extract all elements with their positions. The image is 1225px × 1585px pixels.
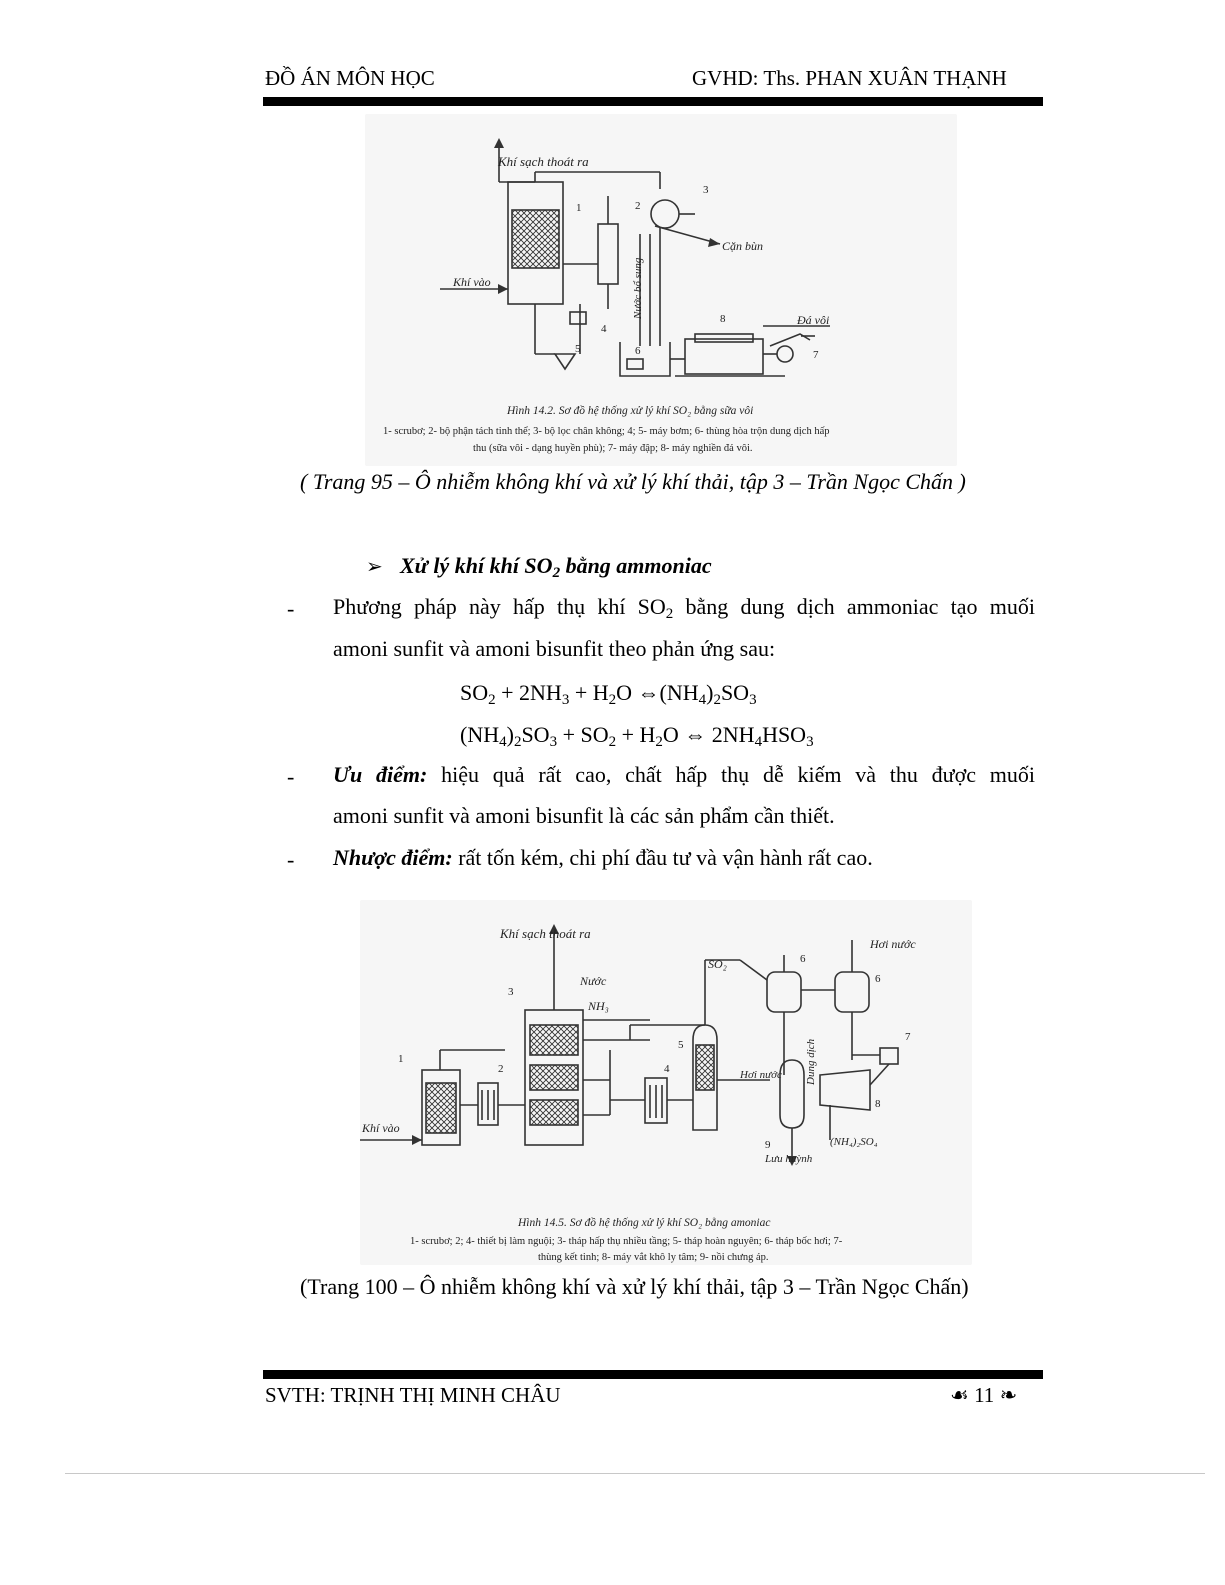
fig2-caption-line1: 1- scrubơ; 2; 4- thiết bị làm nguội; 3- tháp hấp thụ nhiều tầng; 5- tháp hoàn nguyên; 6- tháp bốc hơi; 7- [410,1236,843,1247]
fig1-num-8: 8 [720,313,726,325]
footer-page-number [950,1383,1017,1408]
section-title-b: bằng ammoniac [560,553,712,578]
fig1-label-clean-gas: Khí sạch thoát ra [498,154,589,169]
fig2-label-steam-top: Hơi nước [870,937,916,951]
ornament-right-icon: ❧ [999,1383,1018,1407]
ornament-left-icon: ☙ [950,1383,969,1407]
disadvantage-label: Nhược điểm: [333,845,453,870]
para1-line2: amoni sunfit và amoni bisunfit theo phản ứng sau: [333,636,776,661]
fig1-num-6: 6 [635,345,641,357]
fig1-num-5: 5 [575,343,581,355]
figure2-source: (Trang 100 – Ô nhiễm không khí và xử lý khí thải, tập 3 – Trần Ngọc Chấn) [300,1274,969,1299]
figure-ammonia-system-diagram [360,900,972,1265]
fig2-caption-line2: thùng kết tinh; 8- máy vắt khô ly tâm; 9- nồi chưng áp. [538,1252,769,1263]
disadvantage-dash: - [287,847,295,872]
advantage-line1: Ưu điểm: hiệu quả rất cao, chất hấp thụ dễ kiếm và thu được muối [333,762,1035,787]
fig2-caption-title: Hình 14.5. Sơ đồ hệ thống xử lý khí SO₂ bằng amoniac [518,1217,771,1229]
fig2-num-6a: 6 [800,953,806,965]
footer-rule [263,1370,1043,1379]
fig2-label-nh3: NH₃ [588,999,609,1013]
advantage-dash: - [287,764,295,789]
fig1-num-4: 4 [601,323,607,335]
figure-lime-scrubber [365,114,957,466]
equation-1: $SO_2 + 2NH_3 + H_2O$ $\Leftrightarrow(NH_4)_2SO_3$ [460,680,757,708]
figure-lime-scrubber-diagram [365,114,957,466]
header-left: ĐỒ ÁN MÔN HỌC [265,66,435,90]
para1-line1: Phương pháp này hấp thụ khí $SO_2$ bằng dung dịch ammoniac tạo muối [333,594,1035,622]
fig1-num-2: 2 [635,200,641,212]
fig2-label-gas-in: Khí vào [362,1121,400,1135]
page-bottom-divider [65,1473,1205,1474]
fig1-label-sludge: Cặn bùn [722,239,764,253]
disadvantage-line: Nhược điểm: rất tốn kém, chi phí đầu tư và vận hành rất cao. [333,845,873,870]
fig2-label-sulfur: Lưu huỳnh [765,1153,813,1165]
section-bullet: ➢ [366,556,383,578]
fig2-num-3: 3 [508,986,514,998]
fig1-caption-line2: thu (sữa vôi - dạng huyền phù); 7- máy đập; 8- máy nghiền đá vôi. [473,443,753,454]
fig2-num-6b: 6 [875,973,881,985]
fig1-num-7: 7 [813,349,819,361]
section-title-sub: 2 [552,565,561,581]
fig1-label-makeup-water: Nước bổ sung [632,257,644,319]
fig1-caption-title: Hình 14.2. Sơ đồ hệ thống xử lý khí SO₂ bằng sữa vôi [507,405,754,417]
header-rule [263,97,1043,106]
fig2-num-2: 2 [498,1063,504,1075]
fig1-num-1: 1 [576,202,582,214]
fig1-label-gas-in: Khí vào [453,275,491,289]
fig2-label-water: Nước [580,974,607,988]
fig2-num-4: 4 [664,1063,670,1075]
fig1-num-3: 3 [703,184,709,196]
equation-2: $(NH_4)_2SO_3 + SO_2 + H_2O$ ⇔ $2NH_4HSO_3$ [460,722,814,750]
figure1-source: ( Trang 95 – Ô nhiễm không khí và xử lý khí thải, tập 3 – Trần Ngọc Chấn ) [300,469,966,494]
advantage-line2: amoni sunfit và amoni bisunfit là các sản phẩm cần thiết. [333,803,835,828]
fig2-num-1: 1 [398,1053,404,1065]
fig1-caption-line1: 1- scrubơ; 2- bộ phận tách tinh thể; 3- bộ lọc chân không; 4; 5- máy bơm; 6- thùng hòa trộn dung dịch hấp [383,426,830,437]
page-number: 11 [974,1383,995,1407]
fig1-label-limestone: Đá vôi [797,313,830,327]
footer-left: SVTH: TRỊNH THỊ MINH CHÂU [265,1383,561,1407]
fig2-label-steam-mid: Hơi nước [740,1069,782,1081]
fig2-num-7: 7 [905,1031,911,1043]
para1-dash: - [287,596,295,621]
section-title-a: Xử lý khí khí SO [400,553,553,578]
fig2-label-so2: SO₂ [708,957,727,971]
fig2-num-5: 5 [678,1039,684,1051]
fig2-num-9: 9 [765,1139,771,1151]
advantage-label: Ưu điểm: [333,762,428,787]
fig2-num-8: 8 [875,1098,881,1110]
section-title [400,553,712,579]
figure-ammonia-system [360,900,972,1265]
fig2-label-clean-gas: Khí sạch thoát ra [500,926,591,941]
header-right: GVHD: Ths. PHAN XUÂN THẠNH [692,66,1007,90]
fig2-label-solution: Dung dịch [805,1038,817,1085]
fig2-label-product: (NH₄)₂SO₄ [830,1136,878,1148]
